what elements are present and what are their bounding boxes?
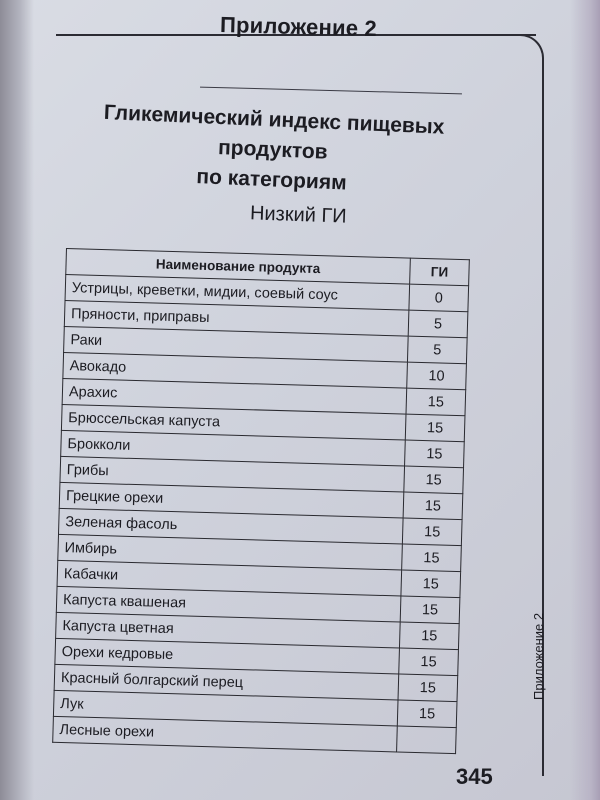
side-running-label: Приложение 2 xyxy=(531,612,546,700)
page-title-line2: по категориям xyxy=(195,165,348,195)
product-name-cell: Устрицы, креветки, мидии, соевый соус xyxy=(65,275,410,311)
product-name-cell: Имбирь xyxy=(58,534,403,570)
gi-value-cell: 5 xyxy=(408,310,468,338)
gi-table xyxy=(52,248,470,754)
gi-value-cell: 10 xyxy=(407,362,467,390)
gi-value-cell: 15 xyxy=(399,648,459,676)
gi-value-cell: 15 xyxy=(400,596,460,624)
title-underline xyxy=(200,87,462,95)
product-name-cell: Брюссельская капуста xyxy=(61,404,406,440)
product-name-cell: Лесные орехи xyxy=(53,716,398,752)
product-name-cell: Пряности, приправы xyxy=(64,300,409,336)
page-title-line1: Гликемический индекс пищевых продуктов xyxy=(103,100,445,164)
header-title: Приложение 2 xyxy=(219,11,378,42)
product-name-cell: Капуста цветная xyxy=(56,612,401,648)
gi-value-cell: 15 xyxy=(401,570,461,598)
gi-value-cell: 15 xyxy=(403,492,463,520)
gi-value-cell: 15 xyxy=(397,700,457,728)
product-name-cell: Красный болгарский перец xyxy=(54,664,399,700)
gi-table-container xyxy=(52,248,470,754)
product-name-cell: Грибы xyxy=(60,456,405,492)
product-name-cell: Раки xyxy=(64,326,409,362)
page-number: 345 xyxy=(456,764,493,789)
gi-value-cell xyxy=(397,726,457,754)
page-title xyxy=(56,96,490,205)
product-name-cell: Брокколи xyxy=(61,430,406,466)
gi-value-cell: 5 xyxy=(407,336,467,364)
gi-value-cell: 15 xyxy=(402,544,462,572)
gi-value-cell: 15 xyxy=(399,622,459,650)
product-name-cell: Авокадо xyxy=(63,352,408,388)
product-name-cell: Арахис xyxy=(62,378,407,414)
product-name-cell: Зеленая фасоль xyxy=(59,508,404,544)
page-gutter-shadow xyxy=(0,0,34,800)
product-name-cell: Лук xyxy=(53,690,398,726)
gi-value-cell: 15 xyxy=(406,388,466,416)
column-header-name: Наименование продукта xyxy=(66,249,411,285)
gi-value-cell: 0 xyxy=(409,284,469,312)
gi-value-cell: 15 xyxy=(405,414,465,442)
page-edge xyxy=(570,0,600,800)
table-body xyxy=(53,275,469,754)
product-name-cell: Капуста квашеная xyxy=(56,586,401,622)
section-title: Низкий ГИ xyxy=(249,202,348,228)
column-header-gi: ГИ xyxy=(410,258,470,286)
gi-value-cell: 15 xyxy=(404,466,464,494)
product-name-cell: Грецкие орехи xyxy=(59,482,404,518)
gi-value-cell: 15 xyxy=(398,674,458,702)
gi-value-cell: 15 xyxy=(402,518,462,546)
gi-value-cell: 15 xyxy=(405,440,465,468)
product-name-cell: Кабачки xyxy=(57,560,402,596)
product-name-cell: Орехи кедровые xyxy=(55,638,400,674)
